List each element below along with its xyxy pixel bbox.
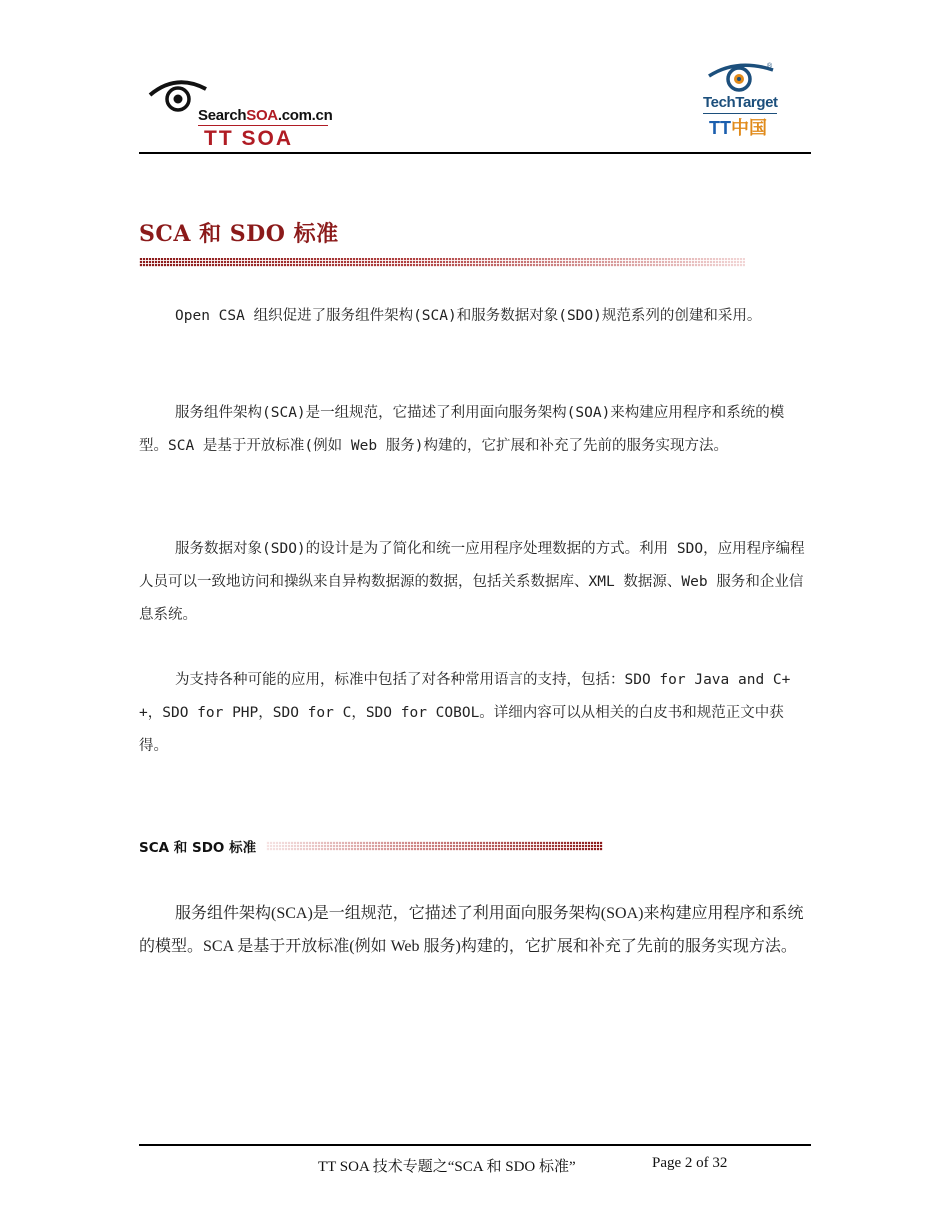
paragraph: Open CSA 组织促进了服务组件架构(SCA)和服务数据对象(SDO)规范系列的创建和采用。	[175, 308, 762, 324]
paragraph: 服务组件架构(SCA)是一组规范，它描述了利用面向服务架构(SOA)来构建应用程序和系统的模型。SCA 是基于开放标准(例如 Web 服务)构建的，它扩展和补充了先前的服务实现方法。	[139, 405, 785, 454]
page-header	[139, 58, 811, 156]
page-title: SCA 和 SDO 标准	[139, 221, 339, 247]
registered-mark: ®	[767, 63, 773, 70]
footer-doc-label: TT SOA 技术专题之“SCA 和 SDO 标准”	[318, 1159, 576, 1175]
paragraph: 服务数据对象(SDO)的设计是为了简化和统一应用程序处理数据的方式。利用 SDO，应用程序编程人员可以一致地访问和操纵来自异构数据源的数据，包括关系数据库、XML 数据源、Web 服务和企业信息系统。	[139, 541, 805, 623]
section-paragraph: 服务组件架构(SCA)是一组规范，它描述了利用面向服务架构(SOA)来构建应用程序和系统的模型。SCA 是基于开放标准(例如 Web 服务)构建的，它扩展和补充了先前的服务实现方法。	[139, 905, 804, 955]
heading-decorative-bar	[266, 841, 603, 851]
techtarget-text: TechTarget	[703, 94, 778, 111]
paragraph: 为支持各种可能的应用，标准中包括了对各种常用语言的支持，包括：SDO for Java and C++，SDO for PHP，SDO for C，SDO for COBOL。详细内容可以从相关的白皮书和规范正文中获得。	[139, 672, 791, 754]
section-heading: SCA 和 SDO 标准	[139, 840, 257, 856]
tt-china-text: TT中国	[709, 118, 767, 138]
logo-divider	[198, 125, 328, 126]
techtarget-logo	[699, 58, 789, 148]
title-decorative-bar	[139, 258, 745, 267]
domain-text: SearchSOA.com.cn	[198, 107, 333, 124]
footer-divider	[139, 1144, 811, 1146]
brand-name: TT SOA	[204, 127, 293, 150]
header-divider	[139, 152, 811, 154]
page-number: Page 2 of 32	[652, 1155, 728, 1171]
eye-icon	[707, 60, 777, 94]
searchsoa-logo	[148, 73, 338, 150]
